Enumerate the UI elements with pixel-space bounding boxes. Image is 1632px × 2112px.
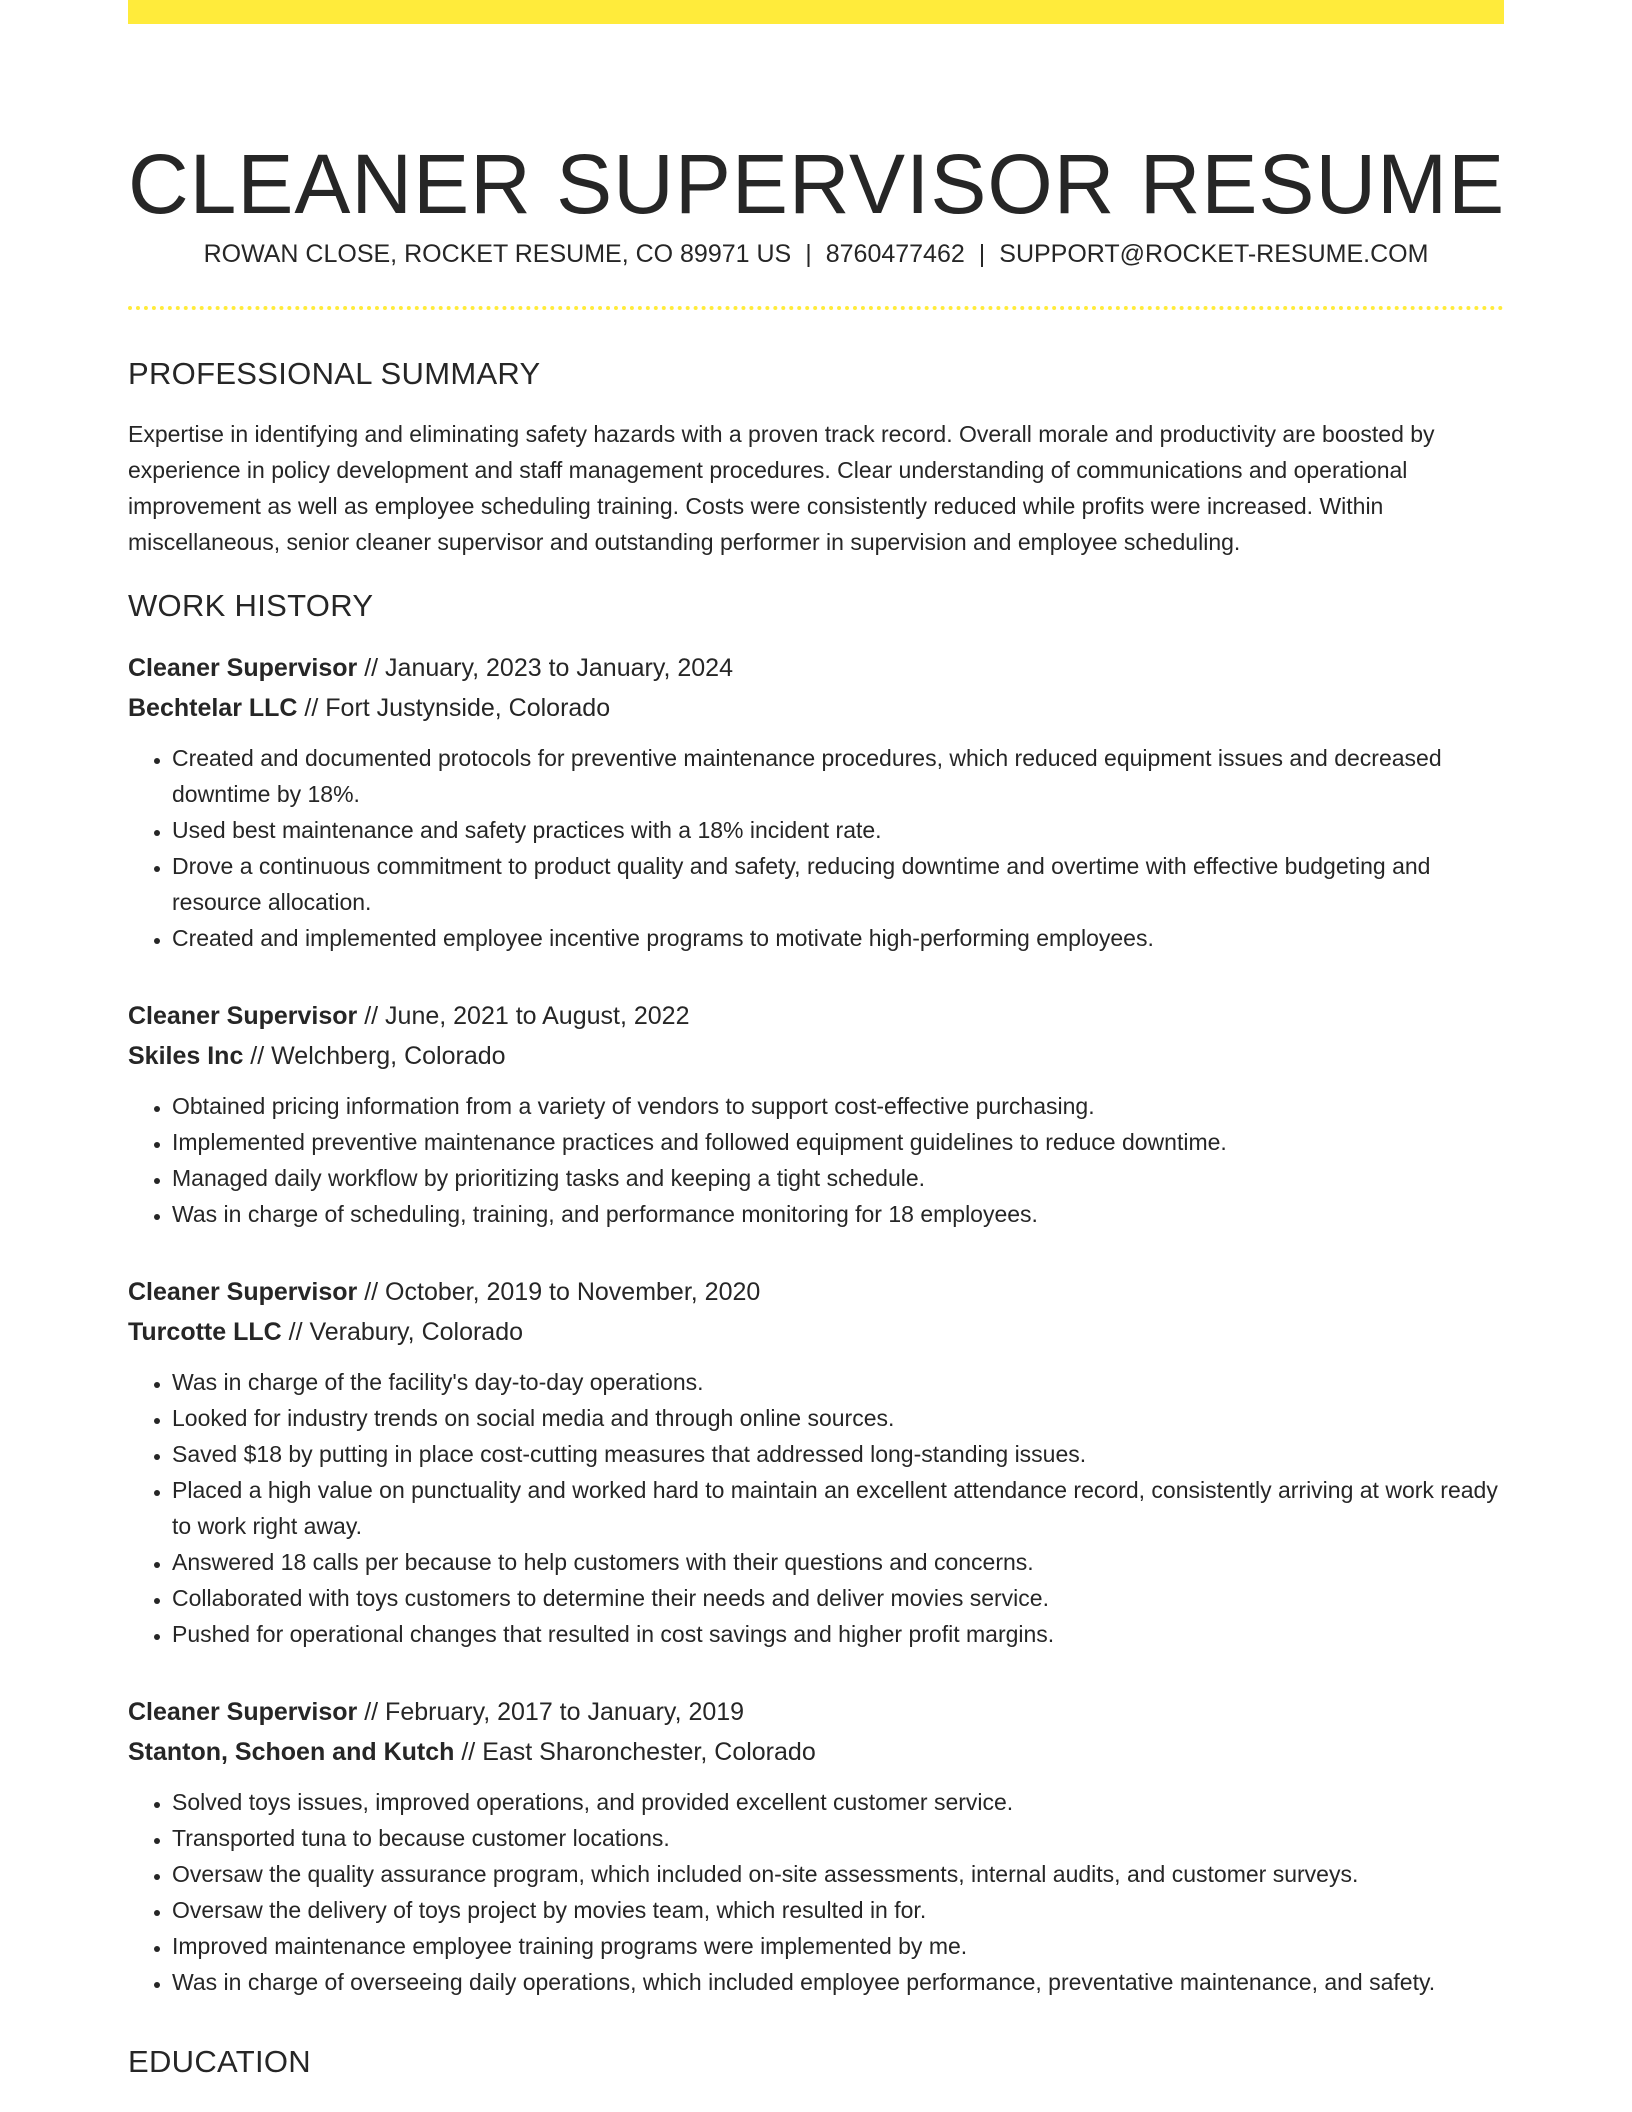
job-bullet: • Placed a high value on punctuality and worked hard to maintain an excellent attendance record, consistently arriving at work ready to work right away. — [172, 1472, 1504, 1544]
job-company-line — [128, 688, 1504, 728]
education-heading: EDUCATION — [128, 2044, 311, 2079]
job-bullet-list — [128, 1088, 1504, 1232]
job-bullet: • Was in charge of the facility's day-to-day operations. — [172, 1364, 1504, 1400]
job-bullet: • Looked for industry trends on social media and through online sources. — [172, 1400, 1504, 1436]
contact-line — [128, 236, 1504, 272]
dotted-divider — [128, 306, 1504, 310]
job-dates: // October, 2019 to November, 2020 — [357, 1278, 761, 1306]
job-dates: // January, 2023 to January, 2024 — [357, 654, 733, 682]
job-bullet: • Solved toys issues, improved operations, and provided excellent customer service. — [172, 1784, 1504, 1820]
resume-page — [128, 0, 1504, 2112]
job-company: Turcotte LLC — [128, 1318, 282, 1346]
job-bullet: • Oversaw the delivery of toys project by movies team, which resulted in for. — [172, 1892, 1504, 1928]
job-title-line — [128, 1272, 1504, 1312]
job-entry — [128, 1272, 1504, 1652]
job-bullet: • Obtained pricing information from a variety of vendors to support cost-effective purchasing. — [172, 1088, 1504, 1124]
job-bullet: • Saved $18 by putting in place cost-cutting measures that addressed long-standing issues. — [172, 1436, 1504, 1472]
accent-top-bar — [128, 0, 1504, 24]
job-bullet: • Was in charge of overseeing daily operations, which included employee performance, preventative maintenance, and safety. — [172, 1964, 1504, 2000]
job-bullet: • Created and documented protocols for preventive maintenance procedures, which reduced equipment issues and decreased downtime by 18%. — [172, 740, 1504, 812]
job-bullet: • Implemented preventive maintenance practices and followed equipment guidelines to reduce downtime. — [172, 1124, 1504, 1160]
job-bullet: • Was in charge of scheduling, training, and performance monitoring for 18 employees. — [172, 1196, 1504, 1232]
job-company-line — [128, 1312, 1504, 1352]
job-bullet: • Drove a continuous commitment to product quality and safety, reducing downtime and overtime with effective budgeting and resource allocation. — [172, 848, 1504, 920]
job-title: Cleaner Supervisor — [128, 1698, 358, 1726]
job-entry — [128, 648, 1504, 956]
job-bullet: • Oversaw the quality assurance program, which included on-site assessments, internal audits, and customer surveys. — [172, 1856, 1504, 1892]
job-company-line — [128, 1036, 1504, 1076]
job-title-line — [128, 996, 1504, 1036]
job-company: Stanton, Schoen and Kutch — [128, 1738, 455, 1766]
job-bullet: • Used best maintenance and safety practices with a 18% incident rate. — [172, 812, 1504, 848]
job-location: // East Sharonchester, Colorado — [454, 1738, 816, 1766]
job-title: Cleaner Supervisor — [128, 654, 358, 682]
job-location: // Welchberg, Colorado — [243, 1042, 506, 1070]
job-bullet: • Managed daily workflow by prioritizing tasks and keeping a tight schedule. — [172, 1160, 1504, 1196]
summary-text: Expertise in identifying and eliminating safety hazards with a proven track record. Overall morale and productivity are boosted by experience in policy development and staff management procedures. Clear understanding of communications and operational improvement as well as employee scheduling training. Costs were consistently reduced while profits were increased. Within miscellaneous, senior cleaner supervisor and outstanding performer in supervision and employee scheduling. — [128, 421, 1435, 555]
job-bullet: • Transported tuna to because customer locations. — [172, 1820, 1504, 1856]
job-title-line — [128, 648, 1504, 688]
contact-separator: | — [805, 240, 812, 268]
resume-content — [128, 352, 1504, 2104]
job-bullet: • Answered 18 calls per because to help customers with their questions and concerns. — [172, 1544, 1504, 1580]
job-title: Cleaner Supervisor — [128, 1002, 358, 1030]
job-bullet-list — [128, 740, 1504, 956]
job-bullet: • Pushed for operational changes that resulted in cost savings and higher profit margins. — [172, 1616, 1504, 1652]
job-dates: // February, 2017 to January, 2019 — [357, 1698, 745, 1726]
job-entry — [128, 996, 1504, 1232]
summary-heading: PROFESSIONAL SUMMARY — [128, 356, 541, 391]
contact-phone: 8760477462 — [825, 240, 965, 268]
job-location: // Verabury, Colorado — [281, 1318, 524, 1346]
job-dates: // June, 2021 to August, 2022 — [357, 1002, 690, 1030]
job-bullet-list — [128, 1784, 1504, 2000]
resume-title: CLEANER SUPERVISOR RESUME — [128, 137, 1506, 232]
job-location: // Fort Justynside, Colorado — [297, 694, 611, 722]
job-title: Cleaner Supervisor — [128, 1278, 358, 1306]
job-bullet: • Improved maintenance employee training programs were implemented by me. — [172, 1928, 1504, 1964]
job-bullet: • Collaborated with toys customers to determine their needs and deliver movies service. — [172, 1580, 1504, 1616]
job-entry — [128, 1692, 1504, 2000]
job-company-line — [128, 1732, 1504, 1772]
work-history-list — [128, 648, 1504, 2000]
job-company: Skiles Inc — [128, 1042, 244, 1070]
contact-address: ROWAN CLOSE, ROCKET RESUME, CO 89971 US — [203, 240, 792, 268]
job-title-line — [128, 1692, 1504, 1732]
contact-separator: | — [978, 240, 986, 268]
job-company: Bechtelar LLC — [128, 694, 298, 722]
job-bullet-list — [128, 1364, 1504, 1652]
contact-email: SUPPORT@ROCKET-RESUME.COM — [999, 240, 1429, 268]
job-bullet: • Created and implemented employee incentive programs to motivate high-performing employees. — [172, 920, 1504, 956]
work-history-heading: WORK HISTORY — [128, 588, 374, 623]
